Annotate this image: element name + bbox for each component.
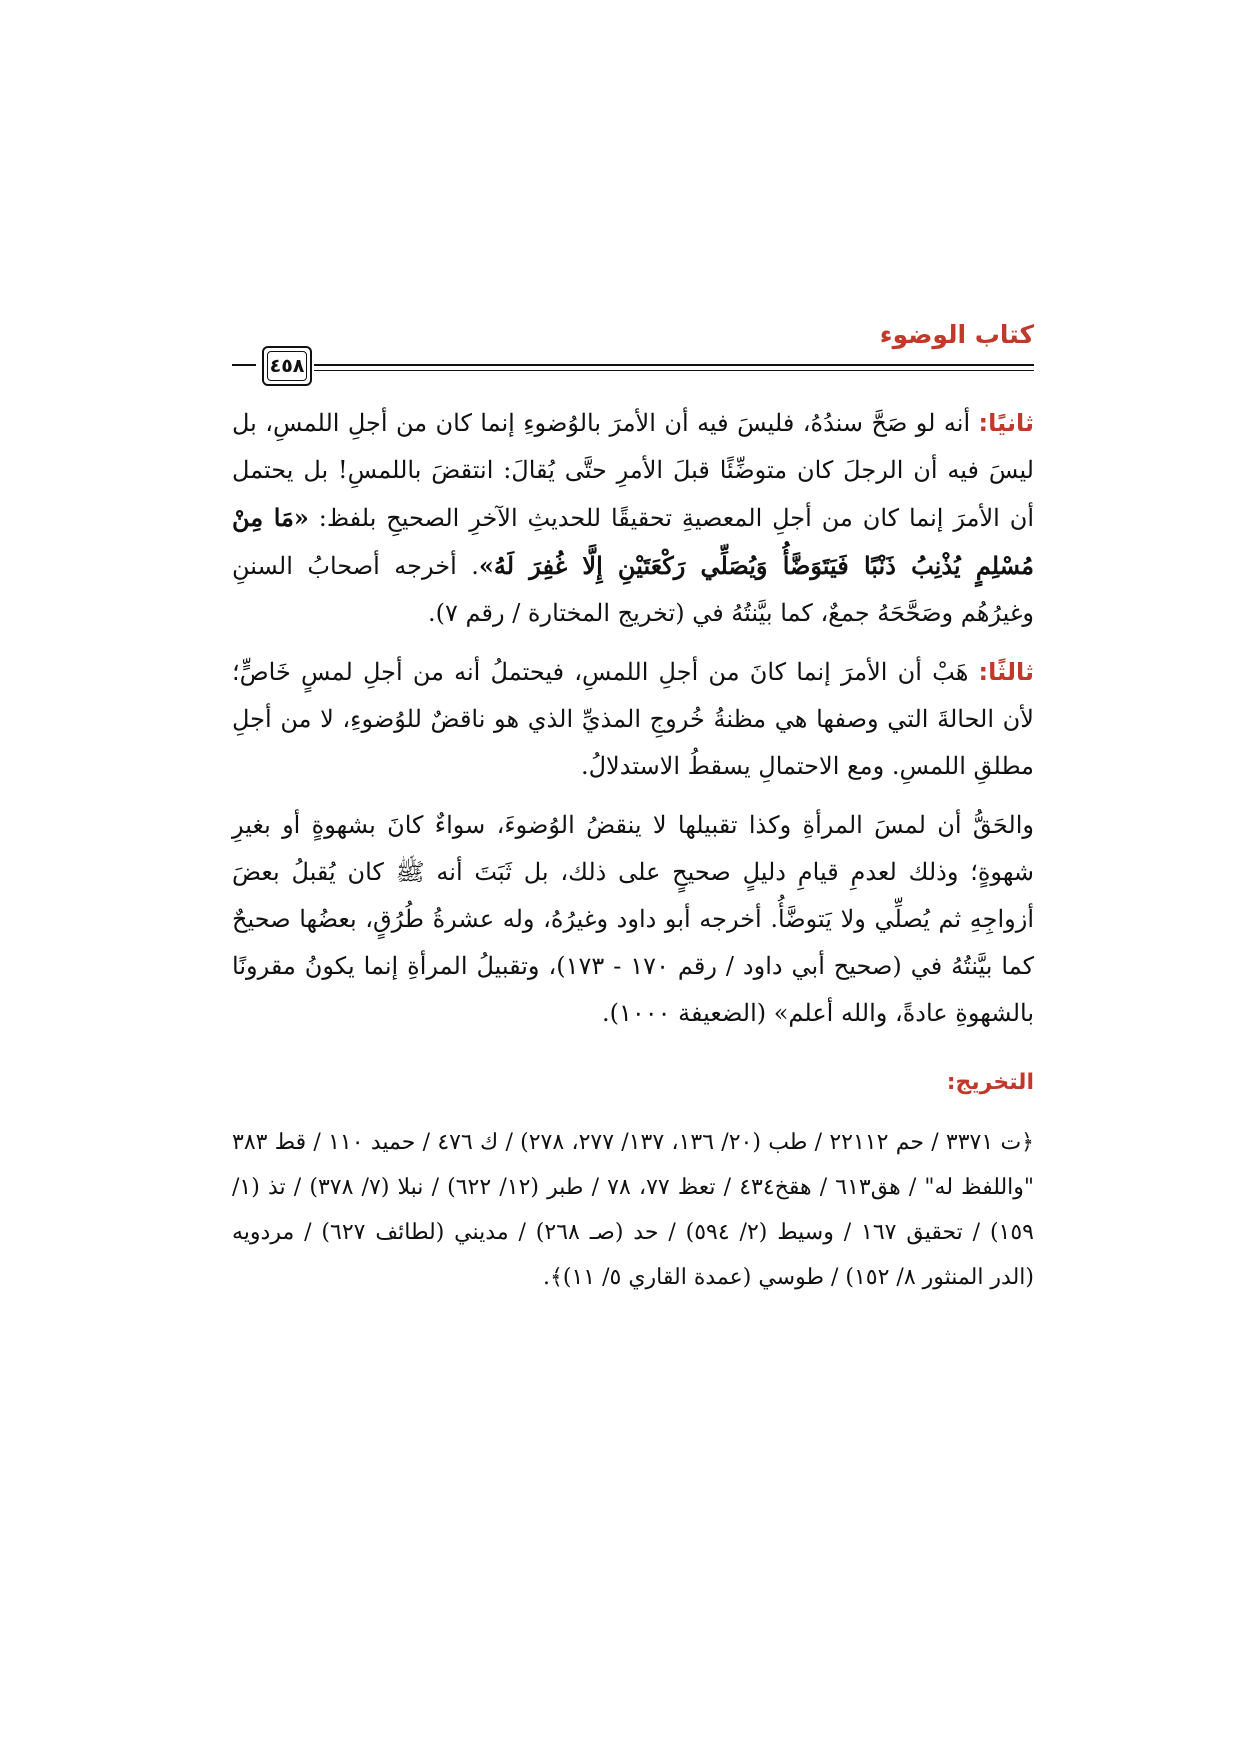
paragraph-text: أنه لو صَحَّ سندُهُ، فليسَ فيه أن الأمرَ بالوُضوءِ إنما كان من أجلِ اللمسِ، بل ليسَ فيه أن الرجلَ كان متوضِّئًا قبلَ الأمرِ حتَّى يُقالَ: انتقضَ باللمسِ! بل يحتمل أن الأمرَ إنما كان من أجلِ المعصيةِ تحقيقًا للحديثِ الآخرِ الصحيحِ بلفظ: (232, 409, 1034, 532)
header-rule-bottom (314, 370, 1034, 371)
paragraph-third-point (232, 649, 1034, 790)
paragraph-conclusion (232, 802, 1034, 1037)
page-body (232, 400, 1034, 1312)
paragraph-second-point (232, 400, 1034, 637)
takhrij-heading: التخريج: (946, 1070, 1034, 1095)
book-title: كتاب الوضوء (879, 320, 1034, 349)
hadith-quote: «مَا مِنْ مُسْلِمٍ يُذْنِبُ ذَنْبًا فَيَتَوَضَّأُ وَيُصَلِّي رَكْعَتَيْنِ إِلَّا غُفِرَ لَهُ» (232, 503, 1034, 580)
paragraph-text: هَبْ أن الأمرَ إنما كانَ من أجلِ اللمسِ، فيحتملُ أنه من أجلِ لمسٍ خَاصٍّ؛ لأن الحالةَ التي وصفها هي مظنةُ خُروجِ المذيِّ الذي هو ناقضٌ للوُضوءِ، لا من أجلِ مطلقِ اللمسِ. ومع الاحتمالِ يسقطُ الاستدلالُ. (232, 658, 1034, 780)
page-number: ٤٥٨ (262, 346, 312, 386)
page-header (232, 320, 1034, 382)
paragraph-text: والحَقُّ أن لمسَ المرأةِ وكذا تقبيلها لا ينقضُ الوُضوءَ، سواءٌ كانَ بشهوةٍ أو بغيرِ شهوةٍ؛ وذلك لعدمِ قيامِ دليلٍ صحيحٍ على ذلك، بل ثَبَتَ أنه ﷺ كان يُقبلُ بعضَ أزواجِهِ ثم يُصلِّي ولا يَتوضَّأُ. أخرجه أبو داود وغيرُهُ، وله عشرةُ طُرُقٍ، بعضُها صحيحٌ كما بيَّنتُهُ في (صحيح أبي داود / رقم ١٧٠ - ١٧٣)، وتقبيلُ المرأةِ إنما يكونُ مقرونًا بالشهوةِ عادةً، والله أعلم» (الضعيفة ١٠٠٠). (232, 811, 1034, 1027)
paragraph-text: . أخرجه أصحابُ السننِ وغيرُهُم وصَحَّحَهُ جمعٌ، كما بيَّنتُهُ في (تخريج المختارة / رقم ٧). (232, 552, 1034, 627)
header-rule-left (232, 364, 256, 366)
takhrij-references: ﴿ت ٣٣٧١ / حم ٢٢١١٢ / طب (٢٠/ ١٣٦، ١٣٧/ ٢٧٧، ٢٧٨) / ك ٤٧٦ / حميد ١١٠ / قط ٣٨٣ "واللفظ له" / هق٦١٣ / هقخ٤٣٤ / تعظ ٧٧، ٧٨ / طبر (١٢/ ٦٢٢) / نبلا (٧/ ٣٧٨) / تذ (١/ ١٥٩) / تحقيق ١٦٧ / وسيط (٢/ ٥٩٤) / حد (صـ ٢٦٨) / مديني (لطائف ٦٢٧) / مردويه (الدر المنثور ٨/ ١٥٢) / طوسي (عمدة القاري ٥/ ١١)﴾. (232, 1130, 1035, 1290)
paragraph-lead: ثانيًا: (978, 409, 1034, 437)
header-rule-top (314, 364, 1034, 366)
paragraph-lead: ثالثًا: (978, 658, 1034, 686)
